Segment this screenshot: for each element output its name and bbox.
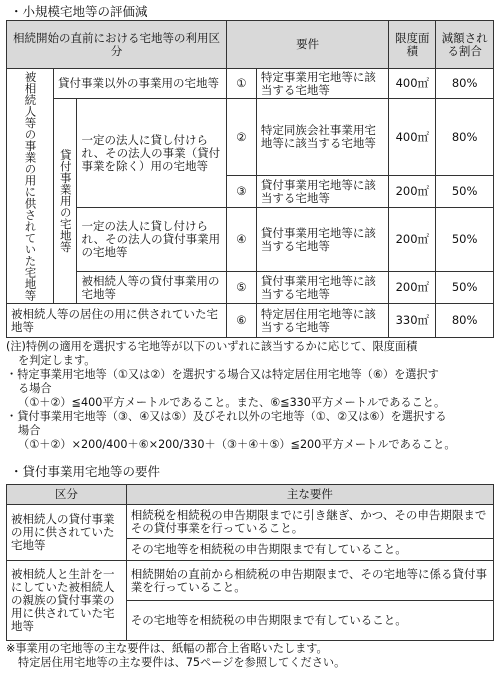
rate-cell: 50% (436, 208, 494, 272)
usage-cell: 貸付事業以外の事業用の宅地等 (53, 69, 226, 99)
row-number: ① (226, 69, 256, 99)
note-line: （①＋②）×200/400＋⑥×200/330＋（③＋④＋⑤）≦200平方メートルであること。 (18, 438, 456, 451)
limit-cell: 200㎡ (389, 176, 436, 208)
limit-cell: 200㎡ (389, 272, 436, 304)
requirement-text: 相続税を相続税の申告期限までに引き継ぎ、かつ、その申告期限までその貸付事業を行っていること。 (126, 505, 493, 539)
header-limit: 限度面積 (389, 21, 436, 69)
note-line: る場合 (18, 382, 52, 395)
business-use-group-label: 被相続人等の事業の用に供されていた宅地等 (7, 69, 54, 304)
lending-group-label: 貸付事業用の宅地等 (53, 99, 76, 304)
requirement-cell: 貸付事業用宅地等に該当する宅地等 (256, 208, 388, 272)
usage-cell: 一定の法人に貸し付けられ、その法人の貸付事業用の宅地等 (77, 208, 227, 272)
note-line: を判定します。 (18, 354, 96, 367)
rate-cell: 50% (436, 176, 494, 208)
footer-notes (6, 642, 496, 670)
usage-cell: 一定の法人に貸し付けられ、その法人の事業（貸付事業を除く）用の宅地等 (77, 99, 227, 208)
category-cell: 被相続人と生計を一にしていた被相続人の親族の貸付事業の用に供されていた宅地等 (7, 561, 127, 641)
valuation-table (6, 20, 494, 338)
footer-line: 特定居住用宅地等の主な要件は、75ページを参照してください。 (18, 656, 346, 669)
usage-cell: 被相続人等の貸付事業用の宅地等 (77, 272, 227, 304)
header-category: 区分 (7, 485, 127, 505)
limit-cell: 200㎡ (389, 208, 436, 272)
rate-cell: 80% (436, 69, 494, 99)
category-cell: 被相続人の貸付事業の用に供されていた宅地等 (7, 505, 127, 561)
section1-title: ・小規模宅地等の評価減 (10, 4, 148, 19)
note-line: ・貸付事業用宅地等（③、④又は⑤）及びそれ以外の宅地等（①、②又は⑥）を選択する (6, 410, 447, 423)
header-requirement: 要件 (226, 21, 388, 69)
requirement-cell: 特定居住用宅地等に該当する宅地等 (256, 304, 388, 338)
requirement-cell: 特定事業用宅地等に該当する宅地等 (256, 69, 388, 99)
requirement-text: その宅地等を相続税の申告期限まで有していること。 (126, 601, 493, 641)
lending-requirements-table (6, 484, 494, 641)
limit-cell: 330㎡ (389, 304, 436, 338)
header-main-requirement: 主な要件 (126, 485, 493, 505)
header-usage: 相続開始の直前における宅地等の利用区分 (7, 21, 227, 69)
row-number: ⑤ (226, 272, 256, 304)
note-line: （①＋②）≦400平方メートルであること。また、⑥≦330平方メートルであること。 (18, 396, 446, 409)
rate-cell: 80% (436, 304, 494, 338)
rate-cell: 50% (436, 272, 494, 304)
note-line: (注)特例の適用を選択する宅地等が以下のいずれに該当するかに応じて、限度面積 (6, 340, 418, 353)
requirement-cell: 特定同族会社事業用宅地等に該当する宅地等 (256, 99, 388, 176)
note-line: 場合 (18, 424, 41, 437)
limit-cell: 400㎡ (389, 69, 436, 99)
footer-line: ※事業用の宅地等の主な要件は、紙幅の都合上省略いたします。 (6, 642, 328, 655)
header-reduction: 減額される割合 (436, 21, 494, 69)
requirement-text: 相続開始の直前から相続税の申告期限まで、その宅地等に係る貸付事業を行っていること。 (126, 561, 493, 601)
note-line: ・特定事業用宅地等（①又は②）を選択する場合又は特定居住用宅地等（⑥）を選択す (6, 368, 439, 381)
requirement-cell: 貸付事業用宅地等に該当する宅地等 (256, 176, 388, 208)
rate-cell: 80% (436, 99, 494, 176)
row-number: ③ (226, 176, 256, 208)
row-number: ② (226, 99, 256, 176)
row-number: ⑥ (226, 304, 256, 338)
section2-title: ・貸付事業用宅地等の要件 (10, 464, 161, 479)
requirement-cell: 貸付事業用宅地等に該当する宅地等 (256, 272, 388, 304)
usage-cell: 被相続人等の居住の用に供されていた宅地等 (7, 304, 227, 338)
row-number: ④ (226, 208, 256, 272)
limit-cell: 400㎡ (389, 99, 436, 176)
notes (6, 340, 496, 452)
requirement-text: その宅地等を相続税の申告期限まで有していること。 (126, 539, 493, 561)
